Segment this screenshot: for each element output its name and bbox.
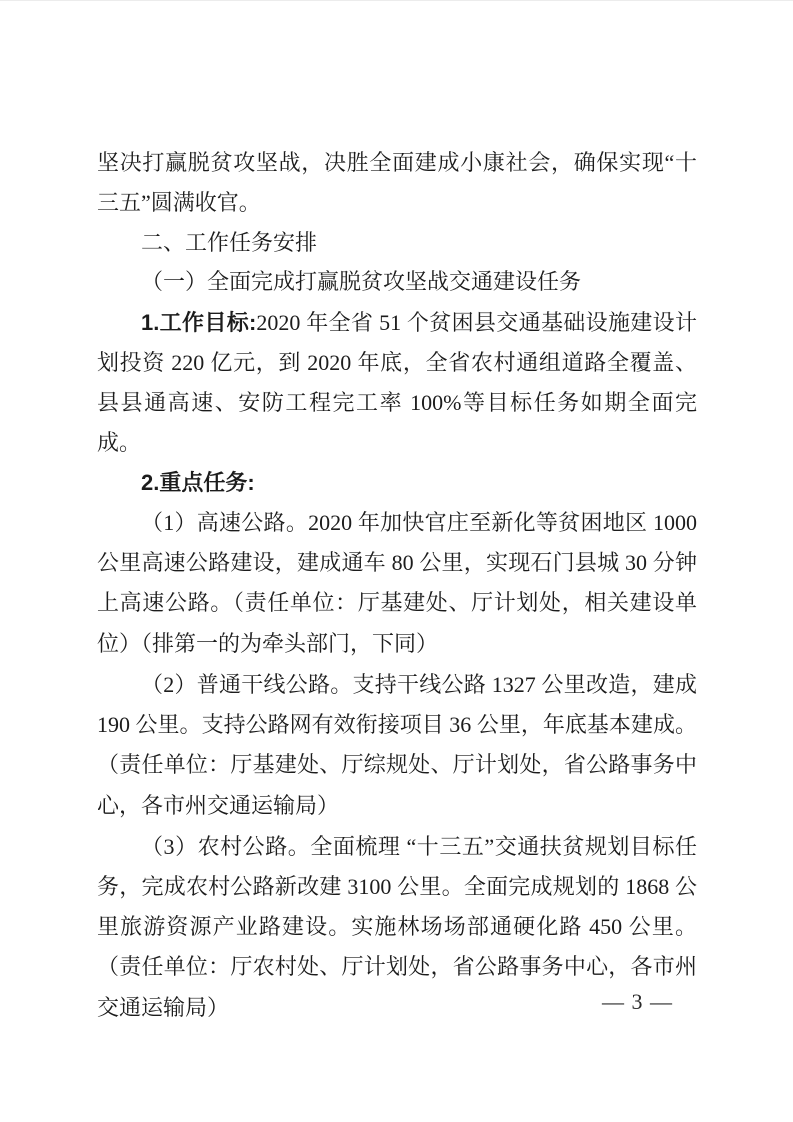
paragraph-task-trunk-road [97, 665, 697, 827]
task-highway-responsibility-note: （责任单位：厅基建处、厅计划处，相关建设单位）（排第一的为牵头部门，下同） [97, 591, 697, 657]
section-heading: 二、工作任务安排 [141, 230, 318, 255]
task-rural-road-responsibility-note: （责任单位：厅农村处、厅计划处，省公路事务中心，各市州交通运输局） [97, 955, 697, 1021]
task-trunk-road-responsibility-note: （责任单位：厅基建处、厅综规处、厅计划处，省公路事务中心，各市州交通运输局） [97, 753, 697, 819]
document-body [97, 143, 697, 1029]
paragraph-work-goal [97, 303, 697, 463]
paragraph-carryover: 坚决打赢脱贫攻坚战，决胜全面建成小康社会，确保实现“十三五”圆满收官。 [97, 150, 697, 215]
work-goal-text: 2020 年全省 51 个贫困县交通基础设施建设计划投资 220 亿元，到 2020 年底，全省农村通组道路全覆盖、县县通高速、安防工程完工率 100%等目标任务如期全面完成。 [97, 310, 697, 455]
key-tasks-label: 2.重点任务: [141, 470, 255, 495]
work-goal-label: 1.工作目标: [141, 310, 257, 335]
paragraph-task-highway [97, 503, 697, 665]
task-trunk-road-text: （2）普通干线公路。支持干线公路 1327 公里改造，建成 190 公里。支持公路网有效衔接项目 36 公里，年底基本建成。 [97, 672, 697, 737]
page-number: — 3 — [602, 989, 673, 1014]
task-rural-road-text: （3）农村公路。全面梳理 “十三五”交通扶贫规划目标任务，完成农村公路新改建 3100 公里。全面完成规划的 1868 公里旅游资源产业路建设。实施林场场部通硬化路 450 公里。 [97, 834, 697, 939]
task-highway-text: （1）高速公路。2020 年加快官庄至新化等贫困地区 1000 公里高速公路建设，建成通车 80 公里，实现石门县城 30 分钟上高速公路。 [97, 510, 697, 615]
subsection-heading: （一）全面完成打赢脱贫攻坚战交通建设任务 [141, 270, 582, 295]
paragraph-key-tasks-label [97, 463, 697, 503]
